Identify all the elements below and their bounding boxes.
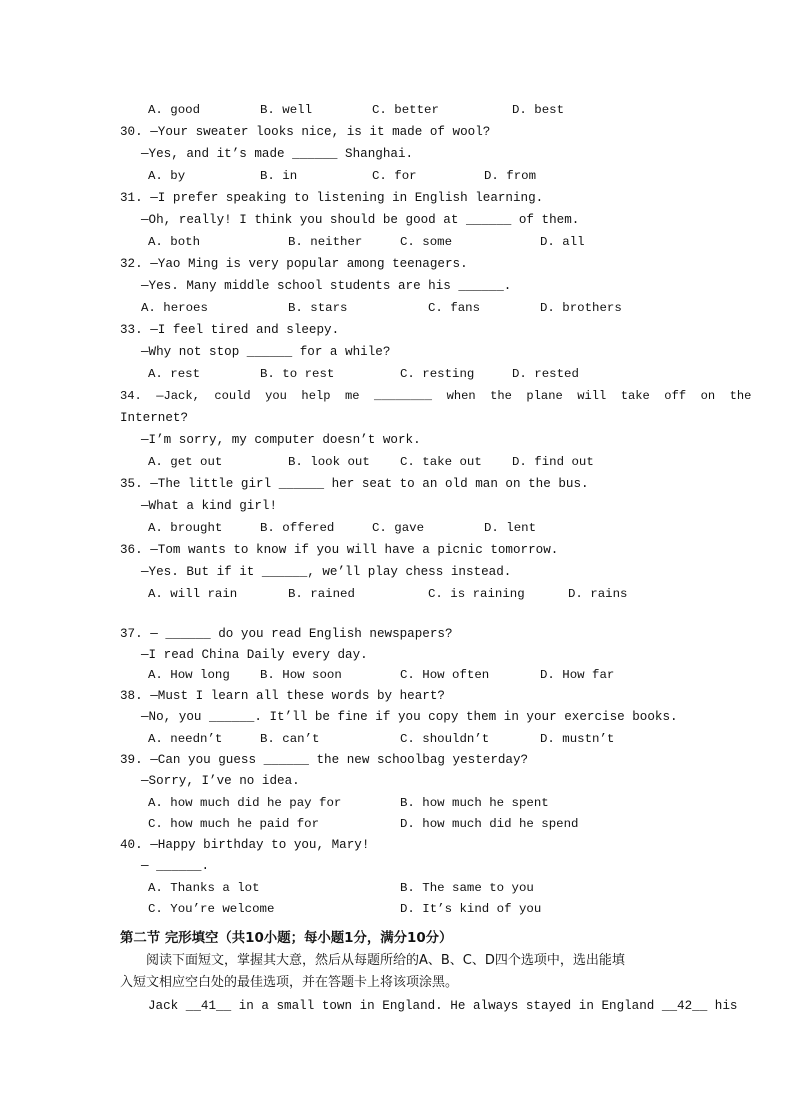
question-34-cont: Internet? [120, 411, 189, 425]
option-b: B. how much he spent [400, 796, 549, 810]
option-a: A. get out [148, 455, 223, 469]
option-d: D. lent [484, 521, 537, 535]
response-39: —Sorry, I’ve no idea. [141, 774, 300, 788]
option-b: B. can’t [260, 732, 320, 746]
option-a: A. brought [148, 521, 223, 535]
option-a: A. rest [148, 367, 201, 381]
option-c: C. resting [400, 367, 475, 381]
option-a: A. by [148, 169, 186, 183]
option-d: D. It’s kind of you [400, 902, 542, 916]
question-32: 32. —Yao Ming is very popular among teenagers. [120, 257, 468, 271]
question-30: 30. —Your sweater looks nice, is it made of wool? [120, 125, 491, 139]
option-a: A. Thanks a lot [148, 881, 260, 895]
option-a: A. good [148, 103, 201, 117]
option-c: C. How often [400, 668, 490, 682]
option-d: D. rains [568, 587, 628, 601]
passage-text: Jack __41__ in a small town in England. He always stayed in England __42__ his [148, 999, 738, 1013]
question-39: 39. —Can you guess ______ the new schoolbag yesterday? [120, 753, 529, 767]
option-c: C. better [372, 103, 439, 117]
option-b: B. rained [288, 587, 355, 601]
section-instruction: 阅读下面短文，掌握其大意，然后从每题所给的A、B、C、D四个选项中，选出能填 [146, 953, 625, 968]
question-37: 37. — ______ do you read English newspapers? [120, 627, 453, 641]
response-32: —Yes. Many middle school students are his ______. [141, 279, 512, 293]
option-b: B. offered [260, 521, 335, 535]
response-34: —I’m sorry, my computer doesn’t work. [141, 433, 421, 447]
option-b: B. look out [288, 455, 370, 469]
option-c: C. gave [372, 521, 425, 535]
response-33: —Why not stop ______ for a while? [141, 345, 391, 359]
option-c: C. shouldn’t [400, 732, 490, 746]
question-33: 33. —I feel tired and sleepy. [120, 323, 340, 337]
option-b: B. How soon [260, 668, 342, 682]
option-a: A. needn’t [148, 732, 223, 746]
option-d: D. how much did he spend [400, 817, 579, 831]
response-37: —I read China Daily every day. [141, 648, 368, 662]
response-38: —No, you ______. It’ll be fine if you copy them in your exercise books. [141, 710, 678, 724]
option-c: C. how much he paid for [148, 817, 320, 831]
option-a: A. heroes [141, 301, 208, 315]
option-b: B. in [260, 169, 298, 183]
option-d: D. rested [512, 367, 579, 381]
option-b: B. neither [288, 235, 363, 249]
option-a: A. How long [148, 668, 230, 682]
question-40: 40. —Happy birthday to you, Mary! [120, 838, 370, 852]
response-30: —Yes, and it’s made ______ Shanghai. [141, 147, 414, 161]
question-31: 31. —I prefer speaking to listening in English learning. [120, 191, 544, 205]
option-c: C. fans [428, 301, 481, 315]
option-c: C. You’re welcome [148, 902, 275, 916]
option-d: D. mustn’t [540, 732, 615, 746]
option-c: C. for [372, 169, 417, 183]
option-a: A. will rain [148, 587, 238, 601]
option-c: C. some [400, 235, 453, 249]
option-d: D. brothers [540, 301, 622, 315]
option-c: C. take out [400, 455, 482, 469]
section-heading: 第二节 完形填空（共10小题；每小题1分，满分10分） [120, 931, 453, 946]
response-31: —Oh, really! I think you should be good at ______ of them. [141, 213, 580, 227]
option-b: B. to rest [260, 367, 335, 381]
question-35: 35. —The little girl ______ her seat to an old man on the bus. [120, 477, 589, 491]
section-instruction-cont: 入短文相应空白处的最佳选项，并在答题卡上将该项涂黑。 [120, 975, 459, 990]
option-a: A. both [148, 235, 201, 249]
question-38: 38. —Must I learn all these words by heart? [120, 689, 445, 703]
option-d: D. best [512, 103, 565, 117]
option-c: C. is raining [428, 587, 525, 601]
question-36: 36. —Tom wants to know if you will have a picnic tomorrow. [120, 543, 559, 557]
option-d: D. find out [512, 455, 594, 469]
option-b: B. stars [288, 301, 348, 315]
option-d: D. from [484, 169, 537, 183]
option-d: D. How far [540, 668, 615, 682]
option-d: D. all [540, 235, 585, 249]
option-b: B. well [260, 103, 313, 117]
response-35: —What a kind girl! [141, 499, 278, 513]
option-a: A. how much did he pay for [148, 796, 342, 810]
question-34: 34. —Jack, could you help me ________ when the plane will take off on the [120, 389, 752, 403]
response-36: —Yes. But if it ______, we’ll play chess instead. [141, 565, 512, 579]
option-b: B. The same to you [400, 881, 534, 895]
response-40: — ______. [141, 859, 210, 873]
